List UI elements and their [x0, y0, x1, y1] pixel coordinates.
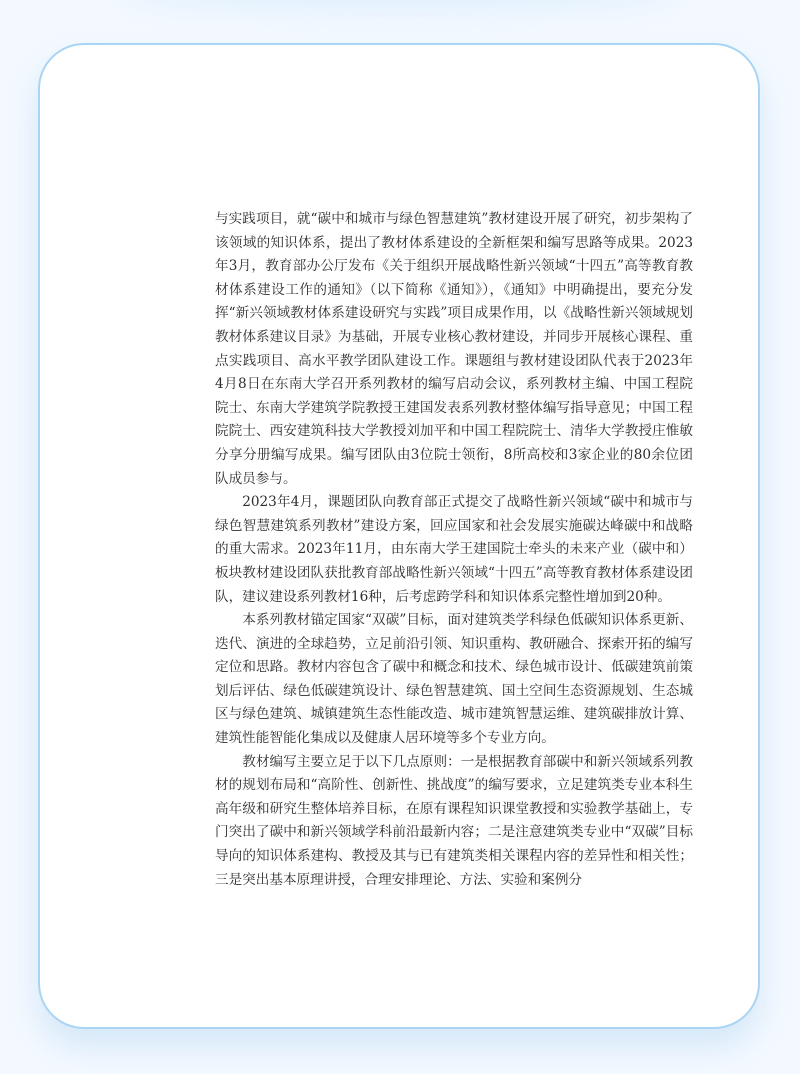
paragraph-2: 2023年4月，课题团队向教育部正式提交了战略性新兴领域“碳中和城市与绿色智慧建筑系列教材”建设方案，回应国家和社会发展实施碳达峰碳中和战略的重大需求。2023年11月，由东南大学王建国院士牵头的未来产业（碳中和）板块教材建设团队获批教育部战略性新兴领域“十四五”高等教育教材体系建设团队，建议建设系列教材16种，后考虑跨学科和知识体系完整性增加到20种。 — [215, 494, 693, 605]
paragraph-4: 教材编写主要立足于以下几点原则：一是根据教育部碳中和新兴领域系列教材的规划布局和“高阶性、创新性、挑战度”的编写要求，立足建筑类专业本科生高年级和研究生整体培养目标，在原有课程知识课堂教授和实验教学基础上，专门突出了碳中和新兴领域学科前沿最新内容；二是注意建筑类专业中“双碳”目标导向的知识体系建构、教授及其与已有建筑类相关课程内容的差异性和相关性；三是突出基本原理讲授，合理安排理论、方法、实验和案例分 — [215, 753, 693, 888]
body-text — [215, 208, 693, 892]
paragraph-3: 本系列教材锚定国家“双碳”目标，面对建筑类学科绿色低碳知识体系更新、迭代、演进的全球趋势，立足前沿引领、知识重构、教研融合、探索开拓的编写定位和思路。教材内容包含了碳中和概念和技术、绿色城市设计、低碳建筑前策划后评估、绿色低碳建筑设计、绿色智慧建筑、国土空间生态资源规划、生态城区与绿色建筑、城镇建筑生态性能改造、城市建筑智慧运维、建筑碳排放计算、建筑性能智能化集成以及健康人居环境等多个专业方向。 — [215, 612, 693, 747]
paragraph-1: 与实践项目，就“碳中和城市与绿色智慧建筑”教材建设开展了研究，初步架构了该领域的知识体系，提出了教材体系建设的全新框架和编写思路等成果。2023年3月，教育部办公厅发布《关于组织开展战略性新兴领域“十四五”高等教育教材体系建设工作的通知》（以下简称《通知》），《通知》中明确提出，要充分发挥“新兴领域教材体系建设研究与实践”项目成果作用，以《战略性新兴领域规划教材体系建议目录》为基础，开展专业核心教材建设，并同步开展核心课程、重点实践项目、高水平教学团队建设工作。课题组与教材建设团队代表于2023年4月8日在东南大学召开系列教材的编写启动会议，系列教材主编、中国工程院院士、东南大学建筑学院教授王建国发表系列教材整体编写指导意见；中国工程院院士、西安建筑科技大学教授刘加平和中国工程院院士、清华大学教授庄惟敏分享分册编写成果。编写团队由3位院士领衔，8所高校和3家企业的80余位团队成员参与。 — [215, 211, 693, 487]
top-glow — [120, 0, 680, 10]
